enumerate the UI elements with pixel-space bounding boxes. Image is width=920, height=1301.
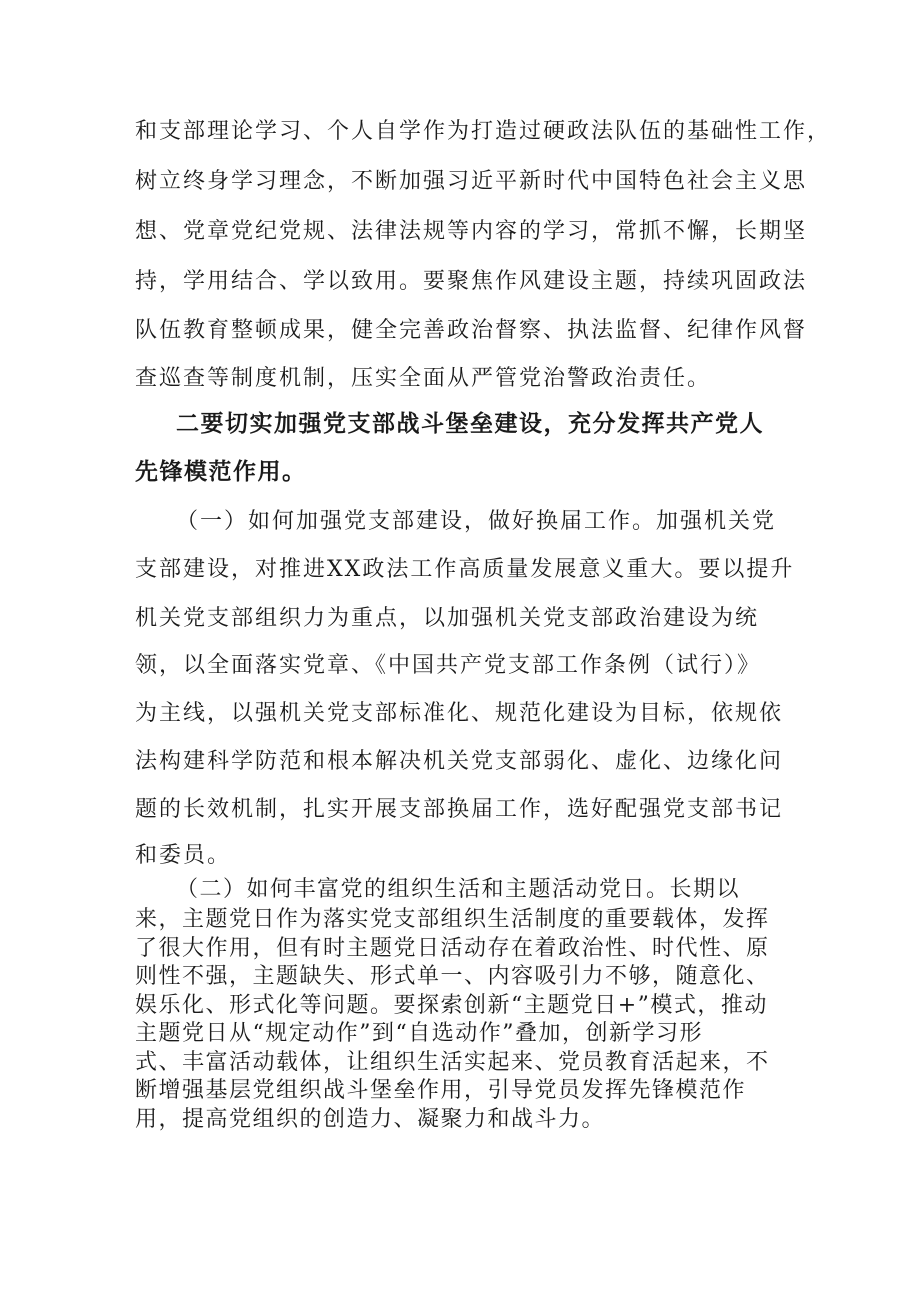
- paragraph-line: 支部建设，对推进XX政法工作高质量发展意义重大。要以提升: [135, 557, 795, 582]
- paragraph-line: （二）如何丰富党的组织生活和主题活动党日。长期以: [176, 877, 741, 902]
- paragraph-line: 和委员。: [135, 843, 232, 868]
- paragraph-line: 了很大作用，但有时主题党日活动存在着政治性、时代性、原: [135, 936, 770, 961]
- paragraph-line: 则性不强，主题缺失、形式单一、内容吸引力不够，随意化、: [135, 964, 770, 989]
- section-heading: 先锋模范作用。: [135, 459, 307, 485]
- paragraph-line: 持，学用结合、学以致用。要聚焦作风建设主题，持续巩固政法: [135, 269, 808, 294]
- paragraph-line: 题的长效机制，扎实开展支部换届工作，选好配强党支部书记: [135, 797, 784, 822]
- paragraph-line: 领，以全面落实党章、《中国共产党支部工作条例（试行）》: [135, 653, 762, 678]
- paragraph-line: 用，提高党组织的创造力、凝聚力和战斗力。: [135, 1107, 606, 1132]
- paragraph-line: 断增强基层党组织战斗堡垒作用，引导党员发挥先锋模范作: [135, 1078, 747, 1103]
- paragraph-line: 法构建科学防范和根本解决机关党支部弱化、虚化、边缘化问: [135, 749, 784, 774]
- paragraph-line: 树立终身学习理念，不断加强习近平新时代中国特色社会主义思: [135, 169, 808, 194]
- paragraph-line: 来，主题党日作为落实党支部组织生活制度的重要载体，发挥: [135, 907, 770, 932]
- paragraph-line: 队伍教育整顿成果，健全完善政治督察、执法监督、纪律作风督: [135, 318, 808, 343]
- paragraph-line: 机关党支部组织力为重点，以加强机关党支部政治建设为统: [135, 606, 760, 631]
- section-heading: 二要切实加强党支部战斗堡垒建设，充分发挥共产党人: [176, 411, 764, 437]
- paragraph-line: 查巡查等制度机制，压实全面从严管党治警政治责任。: [135, 366, 712, 391]
- paragraph-line: 主题党日从“规定动作”到“自选动作”叠加，创新学习形: [135, 1021, 703, 1046]
- paragraph-line: 为主线，以强机关党支部标准化、规范化建设为目标，依规依: [135, 701, 784, 726]
- paragraph-line: 想、党章党纪党规、法律法规等内容的学习，常抓不懈，长期坚: [135, 219, 808, 244]
- paragraph-line: 娱乐化、形式化等问题。要探索创新“主题党日+”模式，推动: [135, 993, 768, 1018]
- paragraph-line: 式、丰富活动载体，让组织生活实起来、党员教育活起来，不: [135, 1050, 770, 1075]
- paragraph-line: 和支部理论学习、个人自学作为打造过硬政法队伍的基础性工作，: [135, 119, 832, 144]
- paragraph-line: （一）如何加强党支部建设，做好换届工作。加强机关党: [176, 509, 777, 534]
